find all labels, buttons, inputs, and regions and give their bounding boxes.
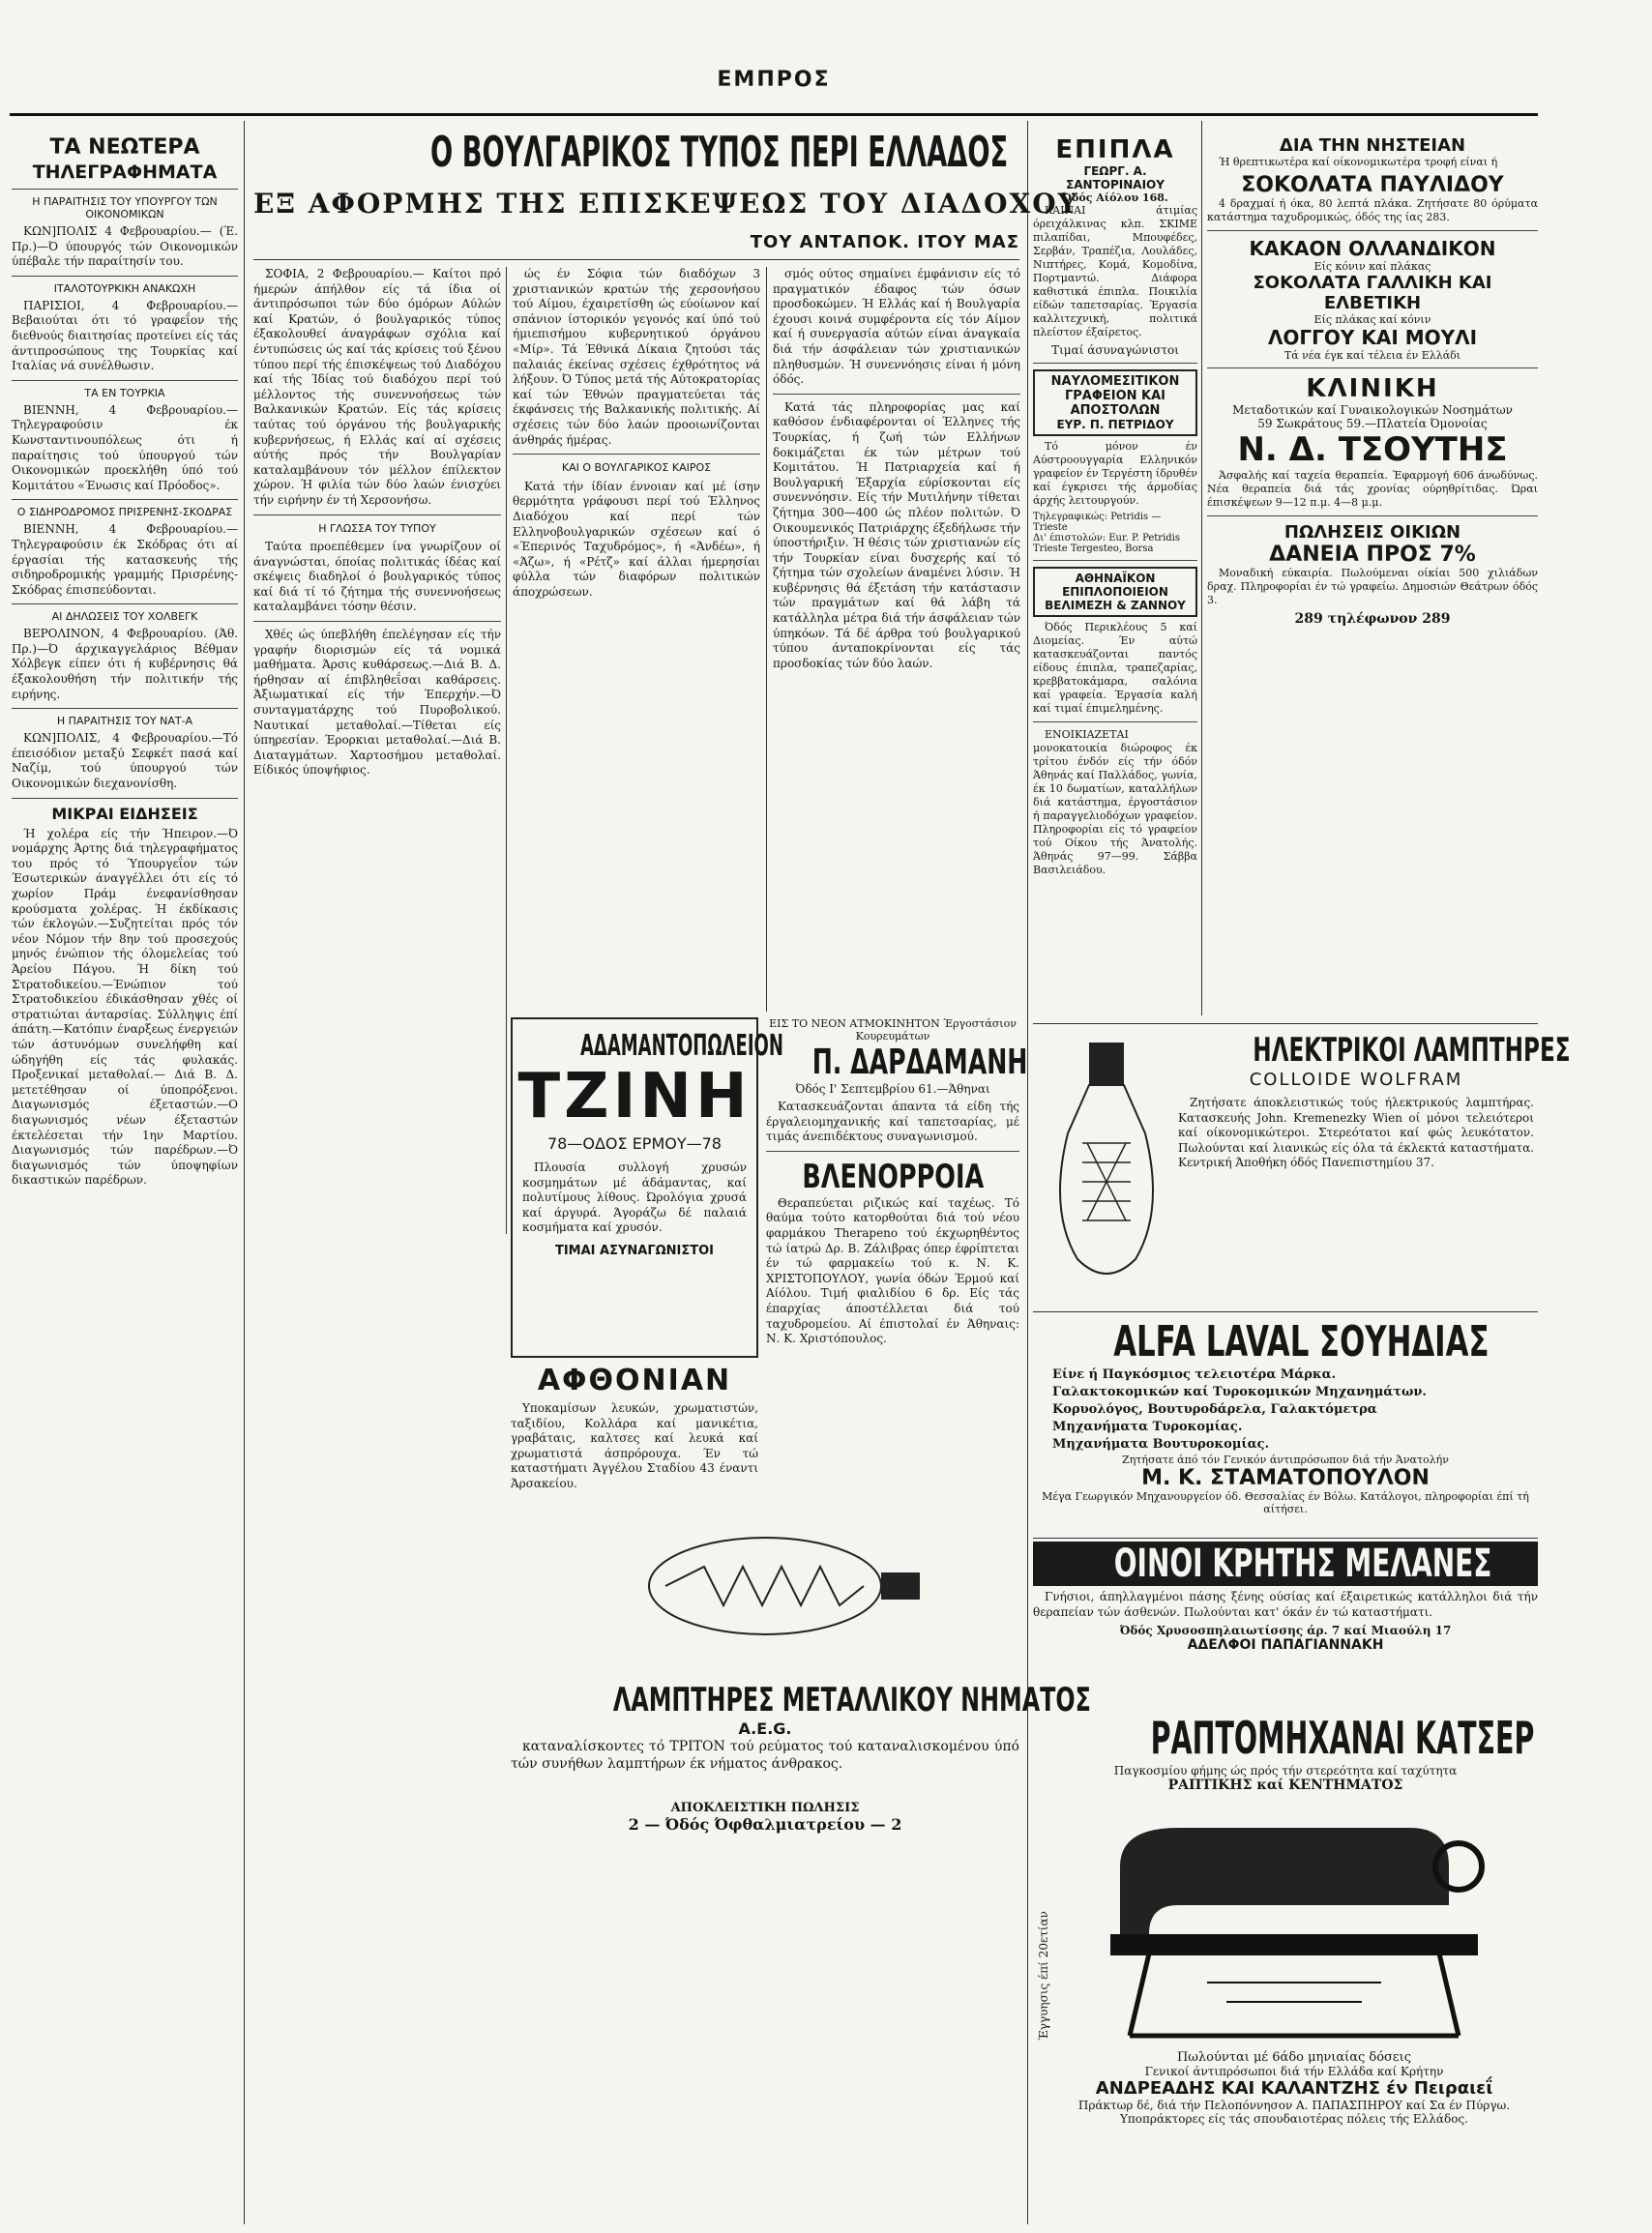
sewing-payment: Πωλούνται μέ 6άδο μηνιαίας δόσεις bbox=[1176, 2050, 1412, 2065]
athens-furniture-name: ΒΕΛΙΜΕΖΗ & ΖΑΝΝΟΥ bbox=[1045, 599, 1186, 612]
alfa-agent: Μ. Κ. ΣΤΑΜΑΤΟΠΟΥΛΟΝ bbox=[1141, 1466, 1430, 1490]
jeweler-desc: Πλουσία συλλογή χρυσών κοσμημάτων μέ άδάμαντας, καί πολυτίμους λίθους. Ώρολόγια χρυσά καί άργυρά. Άγοράζω δέ παλαιά κοσμήματα καί χρυσόν. bbox=[522, 1161, 747, 1235]
article-paragraph: ΣΟΦΙΑ, 2 Φεβρουαρίου.— Καίτοι πρό ήμερών άπήλθον είς τά ίδια οί άντιπρόσωποι τών δύο όμόρων Αύλών καί Κρατών, ό βουλγαρικός τύπος έξακολουθεί άναγράφων σχόλια καί έντυπώσεις ώς καί τάς κρίσεις τού ξένου τύπου περί τής έπισκέψεως τού Διαδόχου καί τής Ίδίας τού διαδόχου περί τού μέλλοντος τής συνεννοήσεως τών Βαλκανικών Κρατών. Είς τάς κρίσεις ταύτας τού όργάνου τής βουλγαρικής κυβερνήσεως, ή Ελλάς καί αί σχέσεις αύτής πρός τήν Βουλγαρίαν καταλαμβάνουν τόν μέλλον έπίλεκτον χώρον. Ή φιλία τών δύο λαών ένισχύει τήν ειρήνην έν τή Χερσονήσω. bbox=[253, 267, 501, 507]
sales-title: ΠΩΛΗΣΕΙΣ ΟΙΚΙΩΝ bbox=[1283, 522, 1461, 543]
article-column-b bbox=[513, 267, 760, 1012]
article-column-c bbox=[773, 267, 1020, 1012]
athens-furniture-desc: Όδός Περικλέους 5 καί Διομείας. Έν αύτώ κατασκευάζονται παντός είδους έπιπλα, τραπεζαρίας, κρεββατοκάμαρα, σαλόνια καί γραφεία. Έργασία καλή καί τιμαί έπιμελημένης. bbox=[1033, 621, 1197, 715]
workshop-address: Όδός Ι' Σεπτεμβρίου 61.—Άθηναι bbox=[795, 1082, 990, 1096]
alfa-agent-address: Μέγα Γεωργικόν Μηχανουργείον όδ. Θεσσαλίας έν Βόλω. Κατάλογοι, πληροφορίαι έπί τή αίτήσει. bbox=[1042, 1490, 1529, 1515]
article-column-a bbox=[253, 267, 501, 1234]
alfa-line: Είνε ή Παγκόσμιος τελειοτέρα Μάρκα. bbox=[1052, 1367, 1337, 1382]
news-headline: ΤΑ ΝΕΩΤΕΡΑ bbox=[49, 135, 200, 160]
column-rule bbox=[244, 121, 245, 2224]
section-title: ΚΑΙ Ο ΒΟΥΛΓΑΡΙΚΟΣ ΚΑΙΡΟΣ bbox=[561, 461, 712, 475]
jeweler-prices: ΤΙΜΑΙ ΑΣΥΝΑΓΩΝΙΣΤΟΙ bbox=[554, 1243, 715, 1258]
article-paragraph: ώς έν Σόφια τών διαδόχων 3 χριστιανικών κρατών τής χερσονήσου τού Αίμου, έχαιρετίσθη ώς εύοίωνον καί σπάνιον ίστορικόν γεγονός καί ύπό τού ήμιεπισήμου κυβερνητικού όργάνου «Μίρ». Τά Έθνικά Δίκαια ζητούσι τάς παλαιάς έκείνας σχέσεις έχθρότητος νά λήξουν. Ό Τύπος μετά τής Αύτοκρατορίας καί τών Έθνών πραγματεύεται τάς έκφάνσεις τής Βαλκανικής πολιτικής. Αί σχέσεις τών δύο λαών προοιωνίζονται άνθηράς ήμέρας. bbox=[513, 267, 760, 447]
section-body: ΚΩΝ]ΠΟΛΙΣ, 4 Φεβρουαρίου.—Τό έπεισόδιον μεταξύ Σεφκέτ πασά καί Ναζίμ, τού ύπουργού τών Οικονομικών διεχανονίσθη. bbox=[12, 731, 238, 791]
section-title: Η ΓΛΩΣΣΑ ΤΟΥ ΤΥΠΟΥ bbox=[318, 521, 436, 535]
sewing-title: ΡΑΠΤΟΜΗΧΑΝΑΙ ΚΑΤΣΕΡ bbox=[1150, 1712, 1535, 1764]
ad-workshop bbox=[766, 1017, 1028, 1501]
section-title: Ο ΣΙΔΗΡΟΔΡΟΜΟΣ ΠΡΙΣΡΕΝΗΣ-ΣΚΟΔΡΑΣ bbox=[16, 506, 233, 519]
shipping-title: ΝΑΥΛΟΜΕΣΙΤΙΚΟΝ ΓΡΑΦΕΙΟΝ ΚΑΙ ΑΠΟΣΤΟΛΩΝ bbox=[1050, 374, 1180, 418]
section-title: ΙΤΑΛΟΤΟΥΡΚΙΚΗ ΑΝΑΚΩΧΗ bbox=[53, 281, 196, 295]
sewing-agents: ΑΝΔΡΕΑΔΗΣ ΚΑΙ ΚΑΛΑΝΤΖΗΣ έν Πειραιεΐ bbox=[1095, 2078, 1493, 2099]
workshop-name: Π. ΔΑΡΔΑΜΑΝΗ bbox=[811, 1043, 1028, 1082]
newspaper-title: ΕΜΠΡΟΣ bbox=[717, 68, 831, 92]
loans-desc: Μοναδική εύκαιρία. Πωλούμεναι οίκίαι 500 χιλιάδων δραχ. Πληροφορίαι έν τώ γραφείω. Δημοσιών Θεάτρων όδός 3. bbox=[1207, 567, 1538, 606]
section-body: ΠΑΡΙΣΙΟΙ, 4 Φεβρουαρίου.—Βεβαιούται ότι τό γραφεΐον τής διεθνούς διαιτησίας προτείνει είς τάς άντιπροσώπους της Τουρκίας καί Ιταλίας νά συνέλθωσιν. bbox=[12, 298, 238, 373]
ad-wines bbox=[1033, 1542, 1538, 1706]
logos-sub: Τά νέα έγκ καί τέλεια έν Ελλάδι bbox=[1283, 349, 1461, 362]
ad-afthonian bbox=[511, 1364, 758, 1489]
afthonian-title: ΑΦΘΟΝΙΑΝ bbox=[537, 1364, 732, 1397]
sale-address: 2 — Όδός Όφθαλμιατρείου — 2 bbox=[628, 1815, 902, 1834]
jeweler-address: 78—ΟΔΟΣ ΕΡΜΟΥ—78 bbox=[547, 1134, 722, 1153]
section-body: ΒΕΡΟΛΙΝΟΝ, 4 Φεβρουαρίου. (Άθ. Πρ.)—Ό άρχικαγγελάριος Βέθμαν Χόλβεγκ είπεν ότι ή κυβέρνησις θά έξακολουθήση τήν πολιτικήν τής ειρήνης. bbox=[12, 627, 238, 701]
ad-jeweler bbox=[511, 1017, 783, 1358]
jeweler-title: ΑΔΑΜΑΝΤΟΠΩΛΕΙΟΝ bbox=[579, 1029, 783, 1063]
main-headline-box bbox=[253, 128, 1019, 182]
electric-lamps-desc: Ζητήσατε άποκλειστικώς τούς ήλεκτρικούς λαμπτήρας. Κατασκευής John. Kremenezky Wien οί μόνοι τελειότεροι καί οίκονομικώτεροι. Στερεότατοι καί φώς λευκότατον. Πωλούνται καί λιανικώς είς όλα τά έκλεκτά καταστήματα. Κεντρική Άποθήκη όδός Πανεπιστημίου 37. bbox=[1178, 1096, 1534, 1170]
ad-metal-lamps bbox=[511, 1509, 1091, 1799]
wines-address: Όδός Χρυσοσπηλαιωτίσσης άρ. 7 καί Μιαούλη 17 bbox=[1119, 1624, 1452, 1638]
furniture-desc: ΚΑΙΝΑΙ άτιμίας όρειχάλκινας κλπ. ΣΚΙΜΕ πιλαπίδαι, Μπουφέδες, Σερβάν, Τραπέζια, Λουλάδες, Νιπτήρες, Κομά, Κομοδίνα, Πορτμαντώ. Διάφορα καθιστικά έπιπλα. Ποικιλία είδών ταπετσαρίας. Έργασία καλλιτεχνική, πολιτικά πλείστον έξαίρετος. bbox=[1033, 204, 1197, 338]
article-paragraph: Χθές ώς ύπεβλήθη έπελέγησαν είς τήν γραφήν διορισμών είς τά νομικά μαθήματα. Άρσις κυθάρσεως.—Διά Β. Δ. ήρθησαν αί έπιβληθεΐσαι καθάρσεις. Άξιωματικαί είς τήν Έπερχήν.—Ό συνταγματάρχης τού Πυροβολικού. Ναυτικαί μεταθολαί.—Τίθεται είς ύπηρεσίαν. Έρορκιαι μεταθολαί.—Διά Β. Διαταγμάτων. Χαρτοσήμου μεταθολαί. Είδικός ύποψήφιος. bbox=[253, 628, 501, 778]
furniture-title: ΕΠΙΠΛΑ bbox=[1055, 135, 1175, 164]
chocolate-title: ΣΟΚΟΛΑΤΑ ΓΑΛΛΙΚΗ ΚΑΙ ΕΛΒΕΤΙΚΗ bbox=[1253, 273, 1492, 313]
lent-product: ΣΟΚΟΛΑΤΑ ΠΑΥΛΙΔΟΥ bbox=[1241, 173, 1504, 197]
column-ads-right bbox=[1207, 135, 1538, 1015]
workshop-desc: Κατασκευάζονται άπαντα τά είδη τής έργαλειομηχανικής καί ταπετσαρίας, μέ τιμάς άνεπιδέκτους συναγωνισμού. bbox=[766, 1100, 1019, 1144]
alfa-line: Ζητήσατε άπό τόν Γενικόν άντιπρόσωπον διά τήν Άνατολήν bbox=[1122, 1454, 1449, 1466]
metal-lamps-title: ΛΑΜΠΤΗΡΕΣ ΜΕΤΑΛΛΙΚΟΥ ΝΗΜΑΤΟΣ bbox=[612, 1681, 1091, 1719]
section-title-small-news: ΜΙΚΡΑΙ ΕΙΔΗΣΕΙΣ bbox=[51, 804, 198, 823]
section-title: ΑΙ ΔΗΛΩΣΕΙΣ ΤΟΥ ΧΟΛΒΕΓΚ bbox=[51, 610, 198, 624]
article-paragraph: Κατά τάς πληροφορίας μας καί καθόσον ένδιαφέρονται οί Έλληνες τής Τουρκίας, ή ζωή τών Ελλήνων δοκιμάζεται έκ τών μέτρων τού Κομιτάτου. Ή Πατριαρχεία καί ή Βουλγαρική Έξαρχία εύρίσκονται είς συνεννόησιν. Είς τήν Μυτιλήνην τίθεται ζήτημα 300—400 ώς πλέον πολιτών. Ό Οικουμενικός Πατριάρχης έξεδήλωσε τήν ύποστήριξιν. Ή θέσις τών χριστιανών είς τήν Τουρκίαν είναι δυσχερής καί τό ζήτημα τών σχολείων άναμένει λύσιν. Ή κυβέρνησις θά έξετάση τήν κατάστασιν τών πραγμάτων καί θά λάβη τά κατάλληλα μέτρα διά τήν άσφάλειαν τών ύπηκόων. Τά δέ άρθρα τού βουλγαρικού τύπου άνταποκρίνονται είς τάς προσδοκίας τών δύο λαών. bbox=[773, 399, 1020, 670]
light-bulb-illustration bbox=[1039, 1037, 1174, 1298]
column-news bbox=[12, 135, 238, 2224]
section-body: ΒΙΕΝΝΗ, 4 Φεβρουαρίου.—Τηλεγραφούσιν έκ Σκόδρας ότι αί έργασίαι τής κατασκευής τής σιδηροδρομικής γραμμής Πρισρένης-Σκόδρας έπισπεύδονται. bbox=[12, 522, 238, 597]
sewing-guarantee: Έγγυησις έπί 20ετίαν bbox=[1037, 1911, 1050, 2041]
column-ads-left bbox=[1033, 135, 1197, 1025]
clinic-sub: Μεταδοτικών καί Γυναικολογικών Νοσημάτων bbox=[1232, 403, 1513, 417]
shipping-telegraph: Τηλεγραφικώς: Petridis — Trieste bbox=[1033, 512, 1162, 533]
furniture-vendor: ΓΕΩΡΓ. Α. ΣΑΝΤΟΡΙΝΑΙΟΥ bbox=[1066, 164, 1165, 191]
alfa-title: ALFA LAVAL ΣΟΥΗΔΙΑΣ bbox=[1113, 1317, 1490, 1366]
doctor-desc: Άσφαλής καί ταχεία θεραπεία. Έφαρμογή 606 άνωδύνως. Νέα θεραπεία διά τάς χρονίας ούρηθρίτιδας. Ώραι έπισκέψεων 9—12 π.μ. 4—8 μ.μ. bbox=[1207, 469, 1538, 509]
ad-electric-lamps bbox=[1033, 1027, 1571, 1307]
lamp-bulb-illustration bbox=[511, 1509, 1019, 1673]
sewing-agents-label: Γενικοί άντιπρόσωποι διά τήν Ελλάδα καί Κρήτην bbox=[1144, 2065, 1444, 2078]
news-headline-telegrams: ΤΗΛΕΓΡΑΦΗΜΑΤΑ bbox=[32, 162, 218, 183]
athens-furniture-title: ΑΘΗΝΑΪΚΟΝ ΕΠΙΠΛΟΠΟΙΕΙΟΝ bbox=[1062, 572, 1168, 599]
doctor-name: Ν. Δ. ΤΣΟΥΤΗΣ bbox=[1237, 430, 1508, 469]
afthonian-desc: Υποκαμίσων λευκών, χρωματιστών, ταξιδίου, Κολλάρα καί μανικέτια, γραβάταις, καλτσες καί λευκά καί χρωματιστά άσπρόρουχα. Έν τώ καταστήματι Άγγέλου Σταδίου 43 έναντι Άρσακείου. bbox=[511, 1401, 758, 1490]
sewing-footer: Υποπράκτορες είς τάς σπουδαιοτέρας πόλεις τής Ελλάδος. bbox=[1120, 2112, 1468, 2126]
disease-desc: Θεραπεύεται ριζικώς καί ταχέως. Τό θαύμα τούτο κατορθούται διά τού νέου φαρμάκου Therapeno τού έκχωρηθέντος τώ ίατρώ Δρ. Β. Ζάλιβρας όπερ έφρίπτεται έν τώ φαρμακείω τού κ. Ν. Κ. ΧΡΙΣΤΟΠΟΥΛΟΥ, γωνία όδών Έρμού καί Αίόλου. Τιμή φιαλιδίου 6 δρ. Είς τάς έπαρχίας άποστέλλεται διά τού ταχυδρομείου. Αί έπιστολαί έν Άθηναις: Ν. Κ. Χριστόπουλος. bbox=[766, 1195, 1019, 1346]
metal-lamps-sale bbox=[511, 1801, 1019, 1859]
wines-title: ΟΙΝΟΙ ΚΡΗΤΗΣ ΜΕΛΑΝΕΣ bbox=[1113, 1542, 1492, 1586]
loans-phone: 289 τηλέφωνον 289 bbox=[1294, 611, 1451, 627]
sewing-machine-illustration bbox=[1091, 1808, 1497, 2041]
workshop-header: ΕΙΣ ΤΟ ΝΕΟΝ ΑΤΜΟΚΙΝΗΤΟΝ Έργοστάσιον Κουρευμάτων bbox=[769, 1017, 1017, 1043]
lent-desc: Ή θρεπτικωτέρα καί οίκονομικωτέρα τροφή είναι ή bbox=[1219, 156, 1498, 168]
shipping-desc: Τό μόνον έν Αύστροουγγαρία Ελληνικόν γραφείον έν Τεργέστη ίδρυθέν καί έγκρισει τής άρμοδίας άρχής λειτουργούν. bbox=[1033, 440, 1197, 507]
cocoa-title: ΚΑΚΑΟΝ ΟΛΛΑΝΔΙΚΟΝ bbox=[1249, 237, 1496, 260]
section-title: ΤΑ ΕΝ ΤΟΥΡΚΙΑ bbox=[84, 386, 165, 399]
metal-lamps-brand: A.E.G. bbox=[738, 1719, 792, 1738]
furniture-prices: Τιμαί άσυναγώνιστοι bbox=[1051, 343, 1179, 357]
loans-title: ΔΑΝΕΙΑ ΠΡΟΣ 7% bbox=[1269, 543, 1476, 567]
shipping-letters: Δι' έπιστολών: Eur. P. Petridis Trieste Tergesteo, Borsa bbox=[1033, 533, 1181, 554]
jeweler-name: ΤΖΙΝΗ bbox=[517, 1061, 752, 1132]
cocoa-sub: Είς κόνιν καί πλάκας bbox=[1313, 260, 1431, 273]
article-paragraph: Ταύτα προεπέθεμεν ίνα γνωρίζουν οί άναγνώσται, όποίας πολιτικάς ίδέας καί σκέψεις διαδηλοί ό βουλγαρικός τύπος καί διά τί τό ζήτημα τής συνεννοήσεως καταλαμβάνει τόσην θέσιν. bbox=[253, 540, 501, 614]
wines-brothers: ΑΔΕΛΦΟΙ ΠΑΠΑΓΙΑΝΝΑΚΗ bbox=[1187, 1637, 1384, 1654]
column-rule bbox=[1201, 121, 1202, 1015]
sewing-agent2: Πράκτωρ δέ, διά τήν Πελοπόννησον Α. ΠΑΠΑΣΠΗΡΟΥ καί Σα έν Πύργω. bbox=[1077, 2099, 1511, 2112]
lent-price: 4 δραχμαί ή όκα, 80 λεπτά πλάκα. Ζητήσατε 80 όρύματα κατάστημα ταχυδρομικώς, όδός της ίας 283. bbox=[1207, 197, 1538, 223]
sewing-types: ΡΑΠΤΙΚΗΣ καί ΚΕΝΤΗΜΑΤΟΣ bbox=[1167, 1778, 1403, 1793]
ad-sewing-machines bbox=[1033, 1712, 1538, 2224]
sewing-desc: Παγκοσμίου φήμης ώς πρός τήν στερεότητα καί ταχύτητα bbox=[1113, 1764, 1458, 1778]
clinic-address: 59 Σωκράτους 59.—Πλατεία Όμονοίας bbox=[1257, 417, 1488, 430]
furniture-address: Όδός Αίόλου 168. bbox=[1062, 191, 1168, 204]
article-paragraph: σμός ούτος σημαίνει έμφάνισιν είς τό πραγματικόν έδαφος τών όσων προσδοκώμεν. Ή Ελλάς καί ή Βουλγαρία έχουσι κοινά συμφέροντα είς τόν Αίμον καί ή συνεργασία αύτών είναι άναγκαία διά τήν άσφάλειαν τών χριστιανικών πληθυσμών. Ή συνεννόησις είναι ή μόνη όδός. bbox=[773, 267, 1020, 387]
section-title: Η ΠΑΡΑΙΤΗΣΙΣ ΤΟΥ ΥΠΟΥΡΓΟΥ ΤΩΝ ΟΙΚΟΝΟΜΙΚΩΝ bbox=[32, 195, 218, 220]
logos-brand: ΛΟΓΓΟΥ ΚΑΙ ΜΟΥΛΙ bbox=[1267, 326, 1478, 349]
electric-lamps-brand: COLLOIDE WOLFRAM bbox=[1249, 1070, 1463, 1090]
main-headline: Ο ΒΟΥΛΓΑΡΙΚΟΣ ΤΥΠΟΣ ΠΕΡΙ ΕΛΛΑΔΟΣ bbox=[430, 128, 1009, 177]
divider bbox=[253, 259, 1019, 260]
alfa-line: Μηχανήματα Τυροκομίας. bbox=[1052, 1420, 1243, 1434]
section-body: Ή χολέρα είς τήν Ήπειρον.—Ό νομάρχης Άρτης διά τηλεγραφήματος του πρός τό Ύπουργεΐον τών Έσωτερικών άναγγέλλει ότι είς τό χωρίον Πράμ ένεφανίσθησαν κρούσματα χολέρας. Ή έκδίκασις τών έκλογών.—Συζητείται πρός τόν νέον Νόμον τήν 8ην τού προσεχούς μηνός ένώπιον τής όλομελείας τού Άρείου Πάγου. Ή δίκη τού Στρατοδικείου.—Ένώπιον τού Στρατοδικείου έδικάσθησαν χθές οί στρατιώται άνταρσίας. Σύλληψις έπί άπάτη.—Κατόπιν έναρξεως ένεργειών τών άστυνόμων συνελήφθη καί ώδηγήθη είς τάς φυλακάς. Προξενικαί μεταθολαί.— Διά Β. Δ. μετετέθησαν οί ύποπρόξενοι. Διαγωνισμός έξεταστών.—Ο διαγωνισμός νέων έξεταστών έκτελέσεται τήν 1ην Μαρτίου. Διαγωνισμός τών παρέδρων.—Ό διαγωνισμός τών ύποψηφίων δικαστικών παρέδρων. bbox=[12, 826, 238, 1188]
main-subhead: ΕΞ ΑΦΟΡΜΗΣ ΤΗΣ ΕΠΙΣΚΕΨΕΩΣ ΤΟΥ ΔΙΑΔΟΧΟΥ bbox=[253, 188, 1079, 220]
section-title: Η ΠΑΡΑΙΤΗΣΙΣ ΤΟΥ ΝΑΤ-Α bbox=[56, 715, 193, 728]
byline: ΤΟΥ ΑΝΤΑΠΟΚ. ΙΤΟΥ ΜΑΣ bbox=[750, 232, 1019, 252]
rent-notice: ΕΝΟΙΚΙΑΖΕΤΑΙ μονοκατοικία διώροφος έκ τρίτου ένδόν είς τήν όδόν Άθηνάς καί Παλλάδος, γωνία, έκ 10 δωματίων, καταλλήλων διά κατάστημα, έργοστάσιον ή παραγγελιοδόχων γραφείον. Πληροφορίαι είς τό γραφείον τού Οίκου τής Άνατολής. Άθηνάς 97—99. Σάββα Βασιλειάδου. bbox=[1033, 728, 1197, 876]
alfa-line: Κορυολόγος, Βουτυροδάρελα, Γαλακτόμετρα bbox=[1052, 1402, 1377, 1417]
column-rule bbox=[1027, 121, 1028, 2224]
clinic-title: ΚΛΙΝΙΚΗ bbox=[1306, 374, 1439, 403]
electric-lamps-title: ΗΛΕΚΤΡΙΚΟΙ ΛΑΜΠΤΗΡΕΣ bbox=[1253, 1031, 1571, 1070]
byline-box bbox=[542, 232, 1019, 257]
sale-label: ΑΠΟΚΛΕΙΣΤΙΚΗ ΠΩΛΗΣΙΣ bbox=[670, 1801, 860, 1815]
section-body: ΒΙΕΝΝΗ, 4 Φεβρουαρίου.—Τηλεγραφούσιν έκ Κωνσταντινουπόλεως ότι ή παραίτησις τού ύπουργού τών Οικονομικών προεκλήθη ύπό τού Κομιτάτου «Ένωσις καί Πρόοδος». bbox=[12, 402, 238, 492]
alfa-line: Μηχανήματα Βουτυροκομίας. bbox=[1052, 1437, 1270, 1452]
metal-lamps-desc: καταναλίσκοντες τό ΤΡΙΤΟΝ τού ρεύματος τού καταναλισκομένου ύπό τών συνήθων λαμπτήρων έκ νήματος άνθρακος. bbox=[511, 1739, 1019, 1772]
disease-title: ΒΛΕΝΟΡΡΟΙΑ bbox=[802, 1157, 984, 1196]
alfa-line: Γαλακτοκομικών καί Τυροκομικών Μηχανημάτων. bbox=[1052, 1385, 1427, 1399]
main-subhead-box bbox=[253, 188, 1079, 226]
wines-desc: Γνήσιοι, άπηλλαγμένοι πάσης ξένης ούσίας καί έξαιρετικώς κατάλληλοι διά τήν θεραπείαν τών άσθενών. Πωλούνται κατ' όκάν έν τώ καταστήματι. bbox=[1033, 1590, 1538, 1619]
section-body: ΚΩΝ]ΠΟΛΙΣ 4 Φεβρουαρίου.— (Έ. Πρ.)—Ό ύπουργός τών Οικονομικών ύπέβαλε τήν παραίτησίν του. bbox=[12, 224, 238, 269]
chocolate-sub: Είς πλάκας καί κόνιν bbox=[1313, 313, 1431, 326]
ad-alfa-laval bbox=[1033, 1317, 1538, 1530]
lent-title: ΔΙΑ ΤΗΝ ΝΗΣΤΕΙΑΝ bbox=[1279, 135, 1466, 156]
shipping-name: ΕΥΡ. Π. ΠΕΤΡΙΔΟΥ bbox=[1056, 418, 1174, 431]
article-paragraph: Κατά τήν ίδίαν έννοιαν καί μέ ίσην θερμότητα γράφουσι περί τού Έλληνος Διαδόχου καί περί τών Ελληνοβουλγαρικών σχέσεων καί ό «Έπερινός Ταχυδρόμος», ή «Άνδέω», ή «Άζω», ή «Ρέτζ» καί άλλαι ήμερησίαι φύλλα τών διαφόρων πολιτικών άποχρώσεων. bbox=[513, 479, 760, 599]
masthead bbox=[10, 58, 1538, 116]
